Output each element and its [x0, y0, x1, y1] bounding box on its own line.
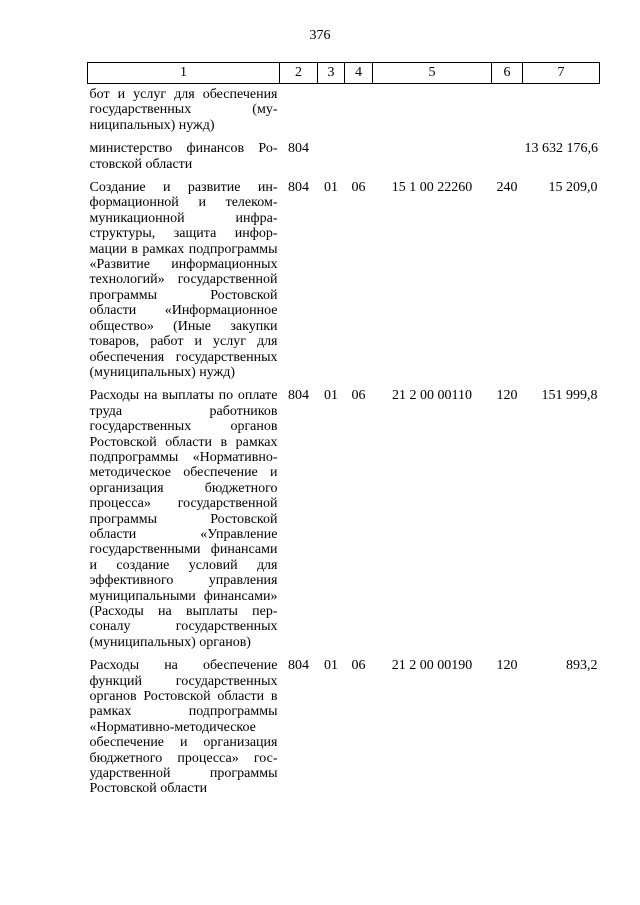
row-section — [318, 84, 345, 134]
row-target — [373, 133, 492, 172]
row-amount: 15 209,0 — [548, 180, 598, 196]
row-subsection: 06 — [351, 388, 366, 404]
page-number: 376 — [309, 28, 331, 43]
row-expense-type: 120 — [496, 658, 518, 674]
row-target: 21 2 00 00190 — [391, 658, 473, 674]
row-target: 21 2 00 00110 — [392, 388, 472, 404]
row-subsection: 06 — [351, 180, 366, 196]
header-cell-section: 3 — [318, 63, 345, 84]
row-expense-type — [492, 133, 523, 172]
table-header-row — [88, 63, 600, 84]
header-cell-ministry: 2 — [280, 63, 318, 84]
header-cell-subsection: 4 — [345, 63, 373, 84]
row-subsection — [345, 84, 373, 134]
row-ministry: 804 — [288, 180, 309, 196]
row-amount: 893,2 — [566, 658, 598, 674]
row-target — [373, 84, 492, 134]
header-cell-description: 1 — [88, 63, 280, 84]
row-section — [318, 133, 345, 172]
budget-table — [87, 62, 600, 797]
row-section: 01 — [324, 388, 338, 404]
row-section: 01 — [324, 180, 338, 196]
row-subsection — [345, 133, 373, 172]
row-subsection: 06 — [351, 658, 366, 674]
row-description: Расходы на выплаты по оплате труда работников государственных органов Ростовской области в рамках подпрограммы «Нормативно-методическое обеспечение и организация бюджетного процесса» государственной программы Ростовской области «Управление государственными финансами и создание условий для эффективного управления муниципальными финансами» (Расходы на выплаты персоналу государственных (муниципальных) органов) — [89, 388, 278, 650]
table-row — [88, 172, 600, 380]
table-row — [88, 84, 600, 134]
row-amount: 13 632 176,6 — [524, 141, 598, 157]
row-description: министерство финансов Ростовской области — [89, 141, 278, 172]
row-description: Расходы на обеспечение функций государственных органов Ростовской области в рамках подпрограммы «Нормативно-методическое обеспечение и организация бюджетного процесса» государственной программы Ростовской области — [89, 658, 278, 797]
row-ministry: 804 — [288, 658, 309, 674]
row-amount: 151 999,8 — [541, 388, 598, 404]
table-row — [88, 133, 600, 172]
header-cell-target: 5 — [373, 63, 492, 84]
row-expense-type — [492, 84, 523, 134]
row-ministry: 804 — [288, 141, 309, 157]
table-row — [88, 380, 600, 650]
row-target: 15 1 00 22260 — [391, 180, 473, 196]
header-cell-amount: 7 — [523, 63, 600, 84]
header-cell-expense-type: 6 — [492, 63, 523, 84]
table-row — [88, 650, 600, 797]
row-section: 01 — [324, 658, 338, 674]
row-expense-type: 120 — [496, 388, 518, 404]
row-description: Создание и развитие информационной и телекоммуникационной инфраструктуры, защита информации в рамках подпрограммы «Развитие информационных технологий» государственной программы Ростовской области «Информационное общество» (Иные закупки товаров, работ и услуг для обеспечения государственных (муниципальных) нужд) — [89, 180, 278, 380]
row-ministry: 804 — [288, 388, 309, 404]
row-expense-type: 240 — [496, 180, 518, 196]
row-description: бот и услуг для обеспечения государственных (муниципальных) нужд) — [89, 87, 278, 133]
row-ministry — [280, 84, 318, 134]
row-amount — [523, 84, 600, 134]
